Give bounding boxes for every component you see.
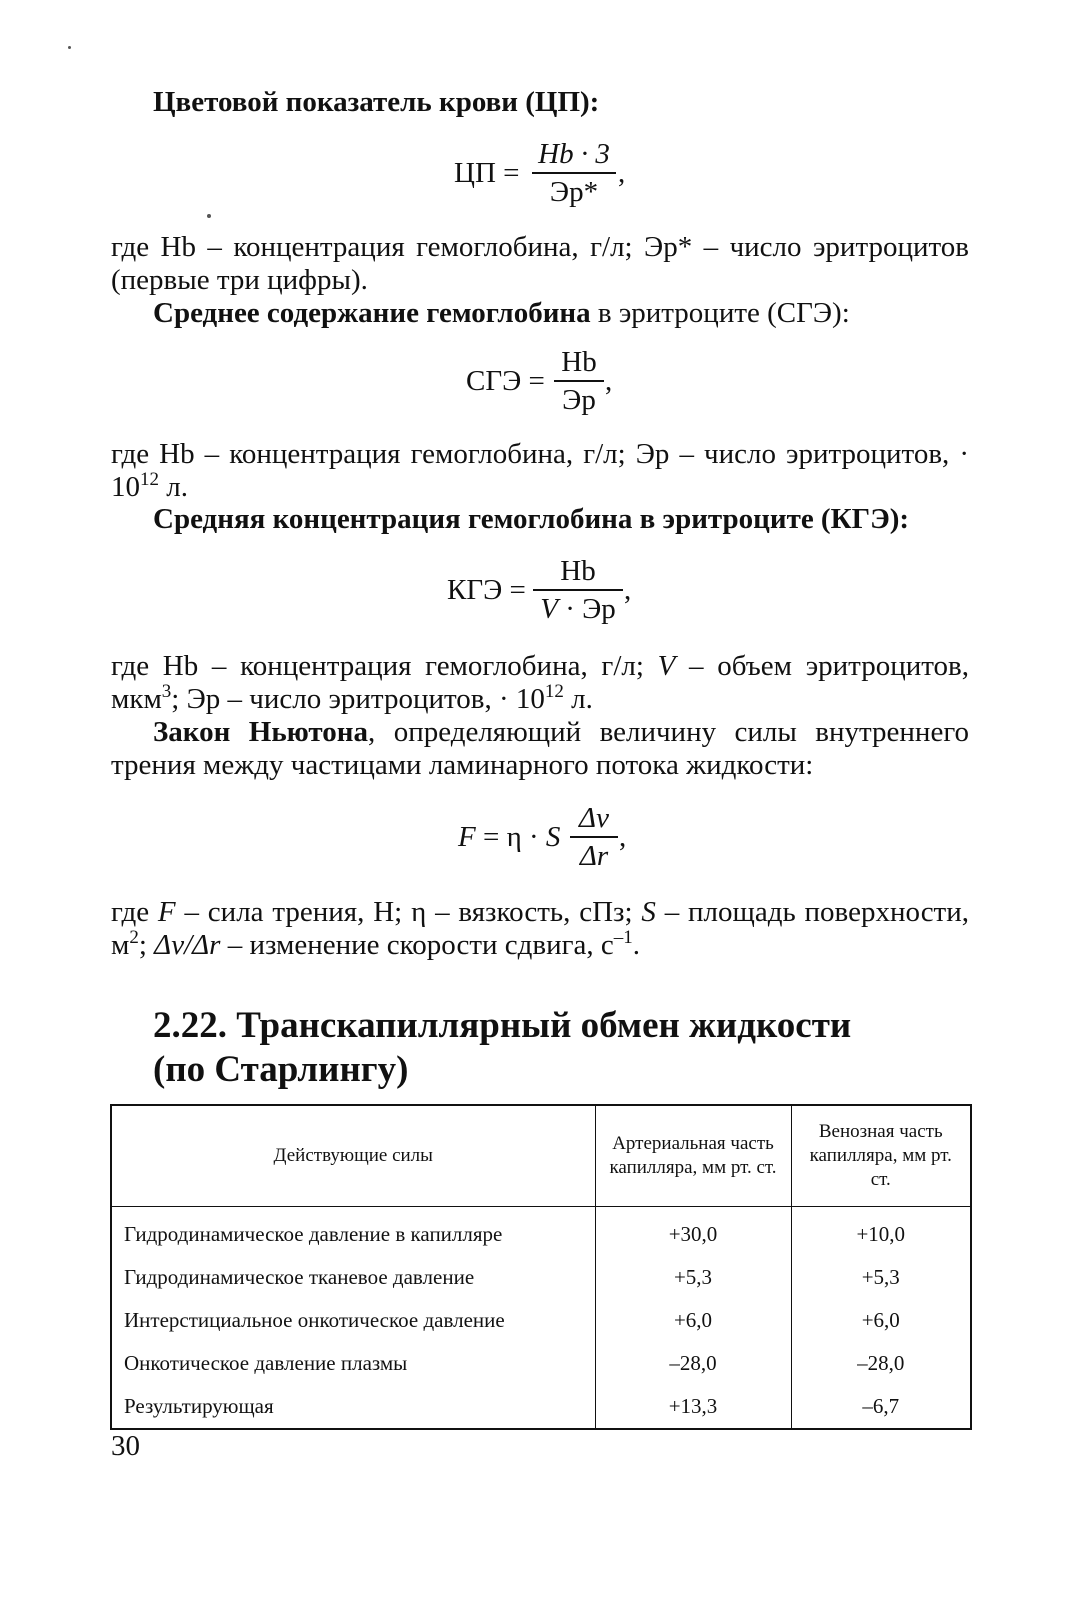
fraction-numerator: Hb — [560, 555, 596, 587]
fraction-numerator: Δv — [579, 802, 609, 834]
fraction — [533, 555, 623, 629]
arterial-cell: +30,0 — [595, 1207, 791, 1257]
colour-index-explanation: где Hb – концентрация гемоглобина, г/л; Эр* – число эритроцитов (первые три цифры). — [111, 231, 969, 296]
formula-lhs-mid: = η · — [475, 821, 546, 853]
explanation-part: ; Эр – число эритроцитов, · 10 — [171, 683, 545, 715]
header-arterial: Артериальная часть капилляра, мм рт. ст. — [595, 1105, 791, 1207]
table-row — [111, 1342, 971, 1385]
fraction-bar — [533, 589, 623, 591]
venous-cell: +6,0 — [791, 1299, 971, 1342]
force-cell: Результирующая — [111, 1385, 595, 1429]
section-heading-line1: 2.22. Транскапиллярный обмен жидкости — [153, 1005, 852, 1046]
explanation-part: – изменение скорости сдвига, с — [220, 929, 614, 961]
explanation-part: – площадь поверхности, м — [111, 896, 970, 961]
mchc-heading: Средняя концентрация гемоглобина в эритроците (КГЭ): — [153, 503, 910, 535]
explanation-part: ; — [138, 929, 155, 961]
venous-cell: +5,3 — [791, 1256, 971, 1299]
fraction-denominator: Эр — [562, 384, 596, 416]
formula-comma: , — [619, 821, 627, 853]
fraction-bar — [570, 836, 618, 838]
volume-symbol: V — [540, 593, 558, 625]
fraction-numerator: Hb · 3 — [538, 138, 610, 170]
explanation-part: где Hb – концентрация гемоглобина, г/л; — [111, 650, 658, 682]
exponent: 2 — [129, 927, 139, 948]
arterial-cell: +13,3 — [595, 1385, 791, 1429]
venous-cell: –6,7 — [791, 1385, 971, 1429]
formula-lhs — [458, 821, 560, 854]
exponent: 12 — [544, 681, 564, 702]
fraction — [570, 802, 618, 876]
formula-comma: , — [605, 365, 613, 397]
force-cell: Гидродинамическое давление в капилляре — [111, 1207, 595, 1257]
force-cell: Интерстициальное онкотическое давление — [111, 1299, 595, 1342]
exponent: 3 — [161, 681, 172, 702]
mch-explanation-text: где Hb – концентрация гемоглобина, г/л; Эр – число эритроцитов, · 10 — [111, 438, 969, 503]
fraction-denominator — [533, 593, 623, 626]
scan-speck — [68, 46, 71, 49]
fraction — [532, 138, 616, 212]
arterial-cell: –28,0 — [595, 1342, 791, 1385]
fraction — [554, 346, 604, 420]
area-symbol: S — [641, 896, 656, 928]
mch-explanation — [111, 438, 969, 504]
force-cell: Гидродинамическое тканевое давление — [111, 1256, 595, 1299]
shear-rate-symbol: Δv/Δr — [154, 929, 221, 961]
explanation-part: – сила трения, Н; η – вязкость, сПз; — [175, 896, 642, 928]
section-heading-line2: (по Старлингу) — [153, 1049, 409, 1090]
exponent: –1 — [613, 927, 633, 948]
newton-explanation — [111, 896, 969, 962]
fraction-bar — [554, 380, 604, 382]
table-row — [111, 1256, 971, 1299]
explanation-part: л. — [563, 683, 593, 715]
table-row — [111, 1385, 971, 1429]
venous-cell: +10,0 — [791, 1207, 971, 1257]
newton-law-paragraph — [111, 716, 969, 782]
force-symbol: F — [157, 896, 176, 928]
formula-lhs: СГЭ = — [466, 365, 545, 397]
mchc-explanation — [111, 650, 969, 716]
fraction-bar — [532, 172, 616, 174]
force-cell: Онкотическое давление плазмы — [111, 1342, 595, 1385]
formula-comma: , — [624, 574, 632, 606]
fraction-denominator: Эр* — [549, 176, 599, 208]
explanation-part: где — [111, 896, 158, 928]
mch-heading-rest: в эритроците (СГЭ): — [590, 297, 850, 329]
scan-speck — [207, 214, 211, 218]
area-symbol: S — [545, 821, 561, 853]
exponent: 12 — [140, 469, 159, 490]
mch-heading-bold: Среднее содержание гемоглобина — [153, 297, 591, 329]
explanation-part: . — [632, 929, 641, 961]
explanation-part: – объем эритроцитов, мкм — [111, 650, 969, 715]
force-symbol: F — [458, 821, 476, 853]
formula-comma: , — [618, 157, 626, 189]
colour-index-heading: Цветовой показатель крови (ЦП): — [153, 86, 600, 118]
starling-forces-table — [110, 1104, 972, 1430]
mch-heading — [111, 297, 969, 330]
venous-cell: –28,0 — [791, 1342, 971, 1385]
volume-symbol: V — [657, 650, 676, 682]
arterial-cell: +6,0 — [595, 1299, 791, 1342]
mch-explanation-end: л. — [159, 471, 188, 503]
formula-lhs: КГЭ = — [447, 574, 526, 606]
header-forces: Действующие силы — [111, 1105, 595, 1207]
arterial-cell: +5,3 — [595, 1256, 791, 1299]
page-number: 30 — [111, 1430, 140, 1462]
newton-law-text: , определяющий величину силы внутреннего трения между частицами ламинарного потока жидкости: — [111, 716, 969, 781]
fraction-numerator: Hb — [561, 346, 597, 378]
header-venous: Венозная часть капилляра, мм рт. ст. — [791, 1105, 971, 1207]
newton-law-title: Закон Ньютона — [153, 716, 369, 748]
fraction-denominator: Δr — [579, 840, 609, 872]
formula-lhs: ЦП = — [454, 157, 520, 189]
table-row — [111, 1299, 971, 1342]
table-row — [111, 1207, 971, 1257]
denominator-rest: · Эр — [557, 593, 616, 625]
table-header-row — [111, 1105, 971, 1207]
